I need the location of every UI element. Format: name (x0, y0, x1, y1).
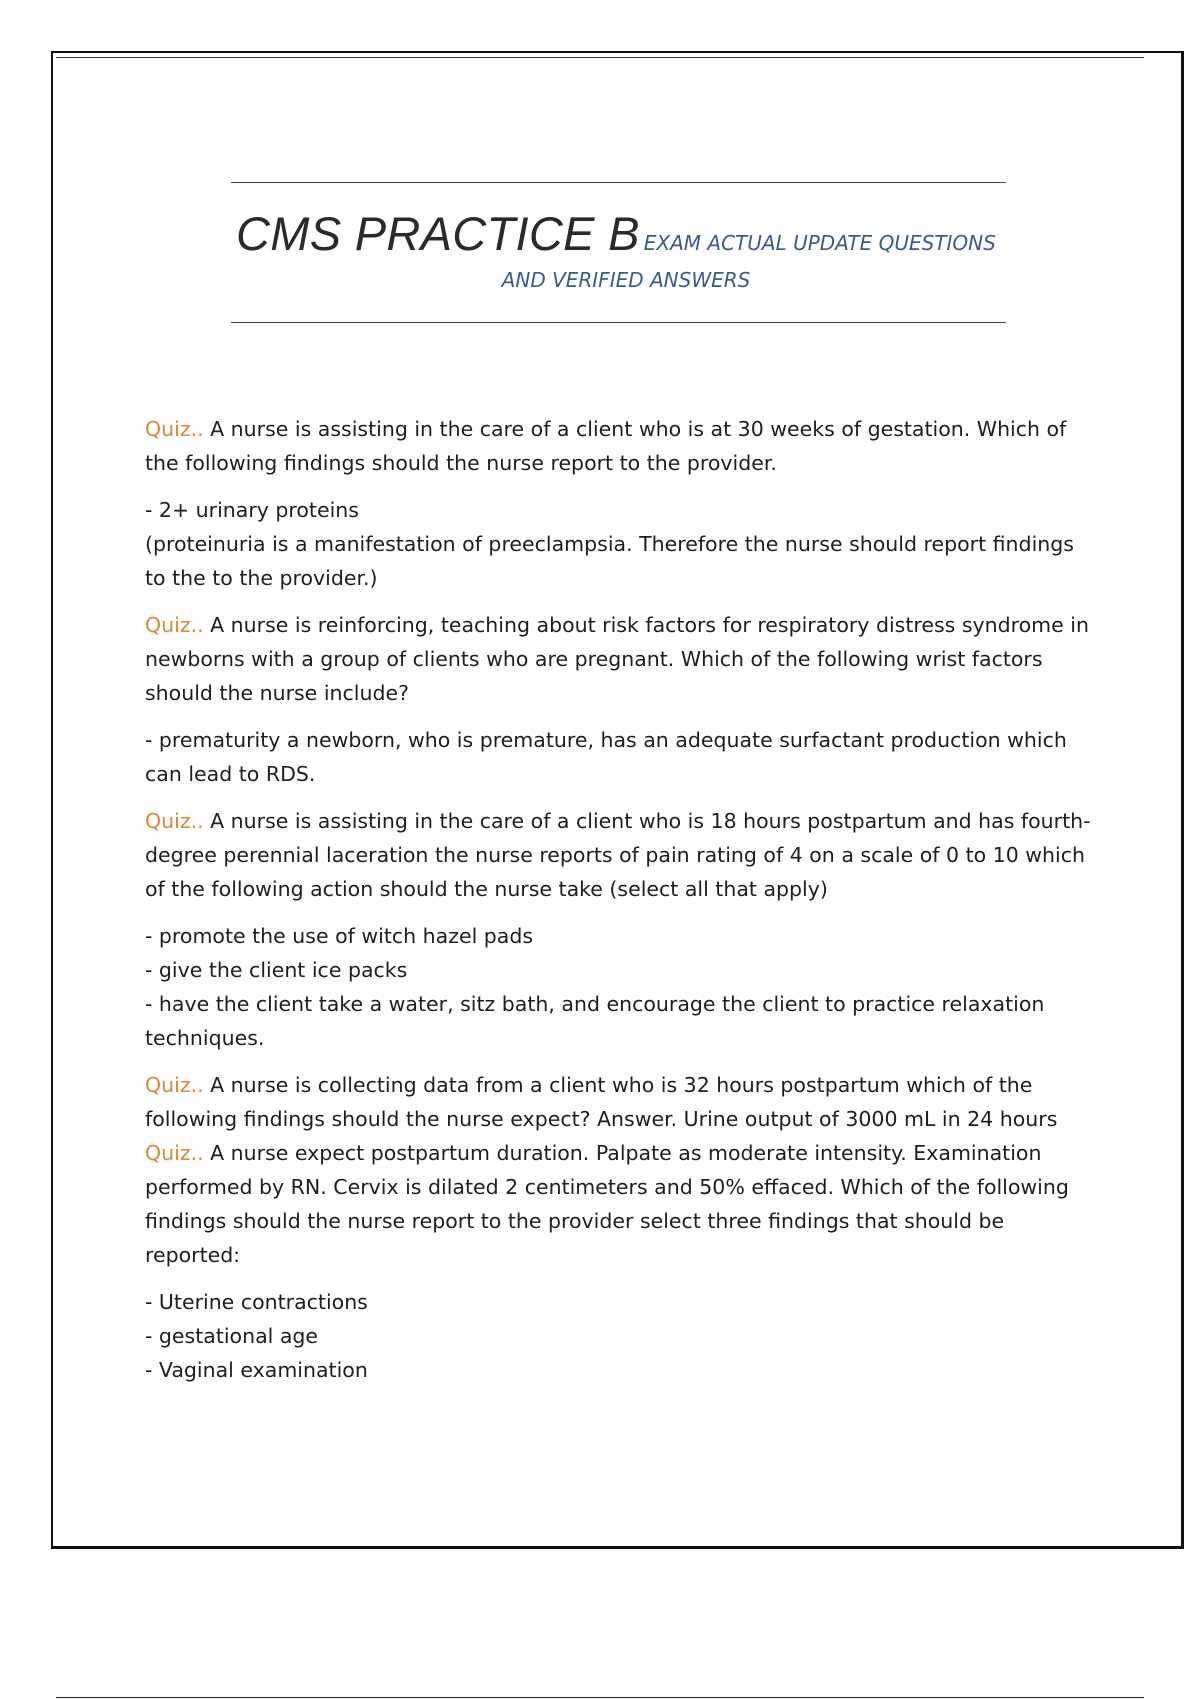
answer-line: - 2+ urinary proteins (145, 498, 359, 522)
question-text: A nurse is reinforcing, teaching about risk factors for respiratory distress syndrome in newborns with a group of clients who are pregnant. Which of the following wrist factors should the nurse include? (145, 613, 1089, 705)
document-header (231, 182, 1006, 324)
quiz-label: Quiz.. (145, 1141, 204, 1165)
document-title-line (236, 206, 996, 261)
question-text: A nurse expect postpartum duration. Palpate as moderate intensity. Examination performed by RN. Cervix is dilated 2 centimeters and 50% effaced. Which of the following findings should the nurse report to the provider select three findings that should be reported: (145, 1141, 1069, 1267)
question-text: A nurse is collecting data from a client who is 32 hours postpartum which of the following findings should the nurse expect? Answer. Urine output of 3000 mL in 24 hours (145, 1073, 1058, 1131)
page-bottom-rule (56, 1697, 1144, 1698)
answer-line: (proteinuria is a manifestation of preeclampsia. Therefore the nurse should report findings to the to the provider.) (145, 532, 1074, 590)
quiz-question-2 (145, 608, 1095, 710)
answer-line: - promote the use of witch hazel pads (145, 924, 534, 948)
quiz-answer-3 (145, 919, 1095, 1055)
quiz-label: Quiz.. (145, 809, 204, 833)
document-title: CMS PRACTICE B (236, 207, 640, 260)
quiz-label: Quiz.. (145, 417, 204, 441)
header-bottom-rule (231, 322, 1006, 323)
quiz-label: Quiz.. (145, 613, 204, 637)
answer-line: - prematurity a newborn, who is premature, has an adequate surfactant production which can lead to RDS. (145, 728, 1067, 786)
quiz-question-3 (145, 804, 1095, 906)
quiz-answer-4 (145, 1285, 1095, 1387)
answer-line: - gestational age (145, 1324, 319, 1348)
answer-line: - Uterine contractions (145, 1290, 368, 1314)
document-subtitle-part2: AND VERIFIED ANSWERS (501, 268, 751, 292)
quiz-question-1 (145, 412, 1095, 480)
answer-line: - have the client take a water, sitz bath, and encourage the client to practice relaxation techniques. (145, 992, 1045, 1050)
answer-line: - give the client ice packs (145, 958, 408, 982)
quiz-answer-2 (145, 723, 1095, 791)
document-subtitle-part1: EXAM ACTUAL UPDATE QUESTIONS (643, 231, 996, 255)
question-text: A nurse is assisting in the care of a client who is at 30 weeks of gestation. Which of the following findings should the nurse report to the provider. (145, 417, 1067, 475)
header-top-rule (231, 182, 1006, 183)
quiz-answer-1 (145, 493, 1095, 595)
page-top-rule (56, 57, 1144, 58)
quiz-label: Quiz.. (145, 1073, 204, 1097)
answer-line: - Vaginal examination (145, 1358, 368, 1382)
quiz-question-4 (145, 1068, 1095, 1272)
question-text: A nurse is assisting in the care of a client who is 18 hours postpartum and has fourth-degree perennial laceration the nurse reports of pain rating of 4 on a scale of 0 to 10 which of the following action should the nurse take (select all that apply) (145, 809, 1091, 901)
quiz-content (145, 412, 1095, 1400)
